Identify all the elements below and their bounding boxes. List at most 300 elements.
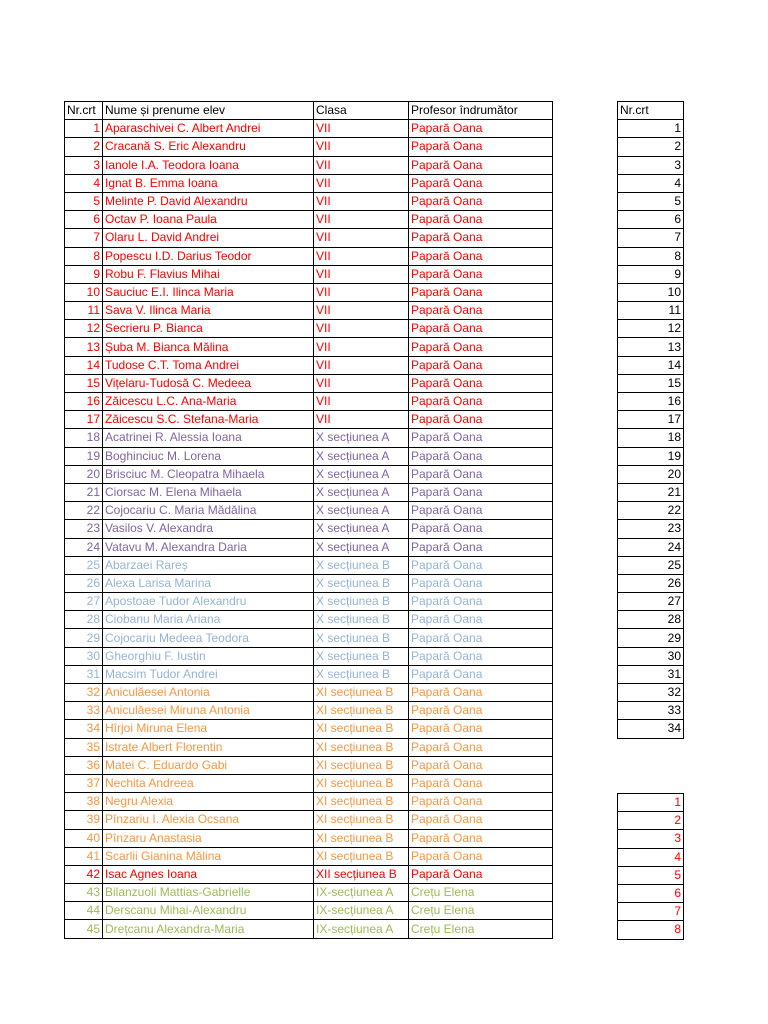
side-cell-nr[interactable]: 14 (618, 356, 684, 374)
table-row (65, 574, 553, 592)
cell-teacher[interactable]: Papară Oana (409, 429, 553, 447)
cell-teacher[interactable]: Papară Oana (409, 174, 553, 192)
cell-class[interactable]: VII (314, 411, 409, 429)
cell-teacher[interactable]: Papară Oana (409, 702, 553, 720)
table-row (65, 174, 553, 192)
table-row (65, 520, 553, 538)
cell-nr[interactable]: 35 (65, 738, 103, 756)
table-row (65, 283, 553, 301)
cell-class[interactable]: XI secțiunea B (314, 720, 409, 738)
side-row (618, 921, 684, 939)
cell-teacher[interactable]: Papară Oana (409, 629, 553, 647)
cell-teacher[interactable]: Papară Oana (409, 865, 553, 883)
side-cell-nr[interactable]: 2 (618, 138, 684, 156)
cell-student-name[interactable]: Matei C. Eduardo Gabi (103, 756, 314, 774)
cell-class[interactable]: VII (314, 265, 409, 283)
cell-teacher[interactable]: Papară Oana (409, 811, 553, 829)
cell-nr[interactable]: 3 (65, 156, 103, 174)
cell-teacher[interactable]: Papară Oana (409, 556, 553, 574)
cell-class[interactable]: XI secțiunea B (314, 774, 409, 792)
side-row (618, 283, 684, 301)
cell-teacher[interactable]: Papară Oana (409, 156, 553, 174)
cell-teacher[interactable]: Papară Oana (409, 120, 553, 138)
cell-nr[interactable]: 21 (65, 483, 103, 501)
side-cell-nr[interactable]: 25 (618, 556, 684, 574)
side-row (618, 903, 684, 921)
cell-class[interactable]: VII (314, 320, 409, 338)
table-row (65, 556, 553, 574)
side-row (618, 393, 684, 411)
side-row (618, 812, 684, 830)
cell-student-name[interactable]: Melinte P. David Alexandru (103, 192, 314, 210)
side-row (618, 665, 684, 683)
side-cell-nr[interactable]: 3 (618, 156, 684, 174)
cell-nr[interactable]: 1 (65, 120, 103, 138)
side-cell-nr[interactable]: 4 (618, 848, 684, 866)
cell-student-name[interactable]: Zăicescu S.C. Stefana-Maria (103, 411, 314, 429)
table-row (65, 247, 553, 265)
cell-nr[interactable]: 13 (65, 338, 103, 356)
cell-nr[interactable]: 33 (65, 702, 103, 720)
cell-teacher[interactable]: Papară Oana (409, 520, 553, 538)
cell-class[interactable]: VII (314, 229, 409, 247)
cell-class[interactable]: X secțiunea A (314, 465, 409, 483)
header-teacher[interactable]: Profesor îndrumător (409, 102, 553, 120)
cell-class[interactable]: VII (314, 192, 409, 210)
cell-student-name[interactable]: Brisciuc M. Cleopatra Mihaela (103, 465, 314, 483)
side-cell-nr[interactable]: 5 (618, 192, 684, 210)
header-name[interactable]: Nume și prenume elev (103, 102, 314, 120)
cell-student-name[interactable]: Olaru L. David Andrei (103, 229, 314, 247)
cell-class[interactable]: VII (314, 138, 409, 156)
cell-nr[interactable]: 29 (65, 629, 103, 647)
cell-student-name[interactable]: Aniculăesei Antonia (103, 684, 314, 702)
table-row (65, 702, 553, 720)
table-row (65, 156, 553, 174)
cell-nr[interactable]: 34 (65, 720, 103, 738)
cell-nr[interactable]: 43 (65, 884, 103, 902)
cell-student-name[interactable]: Isac Agnes Ioana (103, 865, 314, 883)
side-numbering-table (617, 101, 684, 739)
side-row (618, 556, 684, 574)
cell-student-name[interactable]: Sava V. Ilinca Maria (103, 302, 314, 320)
cell-nr[interactable]: 4 (65, 174, 103, 192)
cell-class[interactable]: X secțiunea B (314, 556, 409, 574)
side-row (618, 174, 684, 192)
cell-teacher[interactable]: Papară Oana (409, 338, 553, 356)
cell-class[interactable]: IX-secțiunea A (314, 920, 409, 938)
cell-teacher[interactable]: Papară Oana (409, 465, 553, 483)
side-cell-nr[interactable]: 27 (618, 593, 684, 611)
cell-class[interactable]: VII (314, 174, 409, 192)
table-row (65, 738, 553, 756)
side-row (618, 356, 684, 374)
header-nr[interactable]: Nr.crt (65, 102, 103, 120)
cell-nr[interactable]: 31 (65, 665, 103, 683)
cell-student-name[interactable]: Negru Alexia (103, 793, 314, 811)
cell-class[interactable]: XI secțiunea B (314, 811, 409, 829)
cell-nr[interactable]: 41 (65, 847, 103, 865)
cell-student-name[interactable]: Aniculăesei Miruna Antonia (103, 702, 314, 720)
side-cell-nr[interactable]: 20 (618, 465, 684, 483)
cell-teacher[interactable]: Papară Oana (409, 265, 553, 283)
side-row (618, 702, 684, 720)
cell-teacher[interactable]: Papară Oana (409, 774, 553, 792)
cell-nr[interactable]: 24 (65, 538, 103, 556)
cell-student-name[interactable]: Zăicescu L.C. Ana-Maria (103, 393, 314, 411)
cell-teacher[interactable]: Papară Oana (409, 611, 553, 629)
cell-class[interactable]: X secțiunea A (314, 520, 409, 538)
cell-student-name[interactable]: Aparaschivei C. Albert Andrei (103, 120, 314, 138)
cell-class[interactable]: XII secțiunea B (314, 865, 409, 883)
table-row (65, 447, 553, 465)
side-row (618, 265, 684, 283)
cell-student-name[interactable]: Pînzaru Anastasia (103, 829, 314, 847)
cell-class[interactable]: X secțiunea B (314, 593, 409, 611)
cell-nr[interactable]: 2 (65, 138, 103, 156)
side-cell-nr[interactable]: 29 (618, 629, 684, 647)
cell-teacher[interactable]: Papară Oana (409, 829, 553, 847)
cell-student-name[interactable]: Popescu I.D. Darius Teodor (103, 247, 314, 265)
cell-class[interactable]: VII (314, 120, 409, 138)
cell-nr[interactable]: 9 (65, 265, 103, 283)
cell-student-name[interactable]: Boghinciuc M. Lorena (103, 447, 314, 465)
cell-student-name[interactable]: Tudose C.T. Toma Andrei (103, 356, 314, 374)
table-row (65, 756, 553, 774)
side-cell-nr[interactable]: 16 (618, 393, 684, 411)
side-cell-nr[interactable]: 12 (618, 320, 684, 338)
cell-nr[interactable]: 18 (65, 429, 103, 447)
cell-teacher[interactable]: Papară Oana (409, 684, 553, 702)
cell-class[interactable]: XI secțiunea B (314, 847, 409, 865)
side-cell-nr[interactable]: 6 (618, 884, 684, 902)
side-cell-nr[interactable]: 8 (618, 247, 684, 265)
cell-nr[interactable]: 11 (65, 302, 103, 320)
cell-nr[interactable]: 19 (65, 447, 103, 465)
cell-student-name[interactable]: Sauciuc E.I. Ilinca Maria (103, 283, 314, 301)
cell-student-name[interactable]: Ciobanu Maria Ariana (103, 611, 314, 629)
side-cell-nr[interactable]: 1 (618, 120, 684, 138)
cell-class[interactable]: VII (314, 338, 409, 356)
side-cell-nr[interactable]: 1 (618, 794, 684, 812)
cell-teacher[interactable]: Crețu Elena (409, 920, 553, 938)
student-table (64, 101, 553, 939)
side-cell-nr[interactable]: 13 (618, 338, 684, 356)
cell-class[interactable]: VII (314, 156, 409, 174)
cell-class[interactable]: X secțiunea B (314, 665, 409, 683)
cell-class[interactable]: XI secțiunea B (314, 702, 409, 720)
side-cell-nr[interactable]: 4 (618, 174, 684, 192)
cell-student-name[interactable]: Macsim Tudor Andrei (103, 665, 314, 683)
cell-class[interactable]: X secțiunea B (314, 611, 409, 629)
cell-nr[interactable]: 15 (65, 374, 103, 392)
cell-teacher[interactable]: Papară Oana (409, 538, 553, 556)
side-cell-nr[interactable]: 28 (618, 611, 684, 629)
side-row (618, 593, 684, 611)
side-row (618, 247, 684, 265)
side-cell-nr[interactable]: 3 (618, 830, 684, 848)
cell-nr[interactable]: 23 (65, 520, 103, 538)
table-row (65, 611, 553, 629)
side-row (618, 320, 684, 338)
table-row (65, 265, 553, 283)
table-row (65, 320, 553, 338)
cell-student-name[interactable]: Cojocariu Medeea Teodora (103, 629, 314, 647)
table-row (65, 356, 553, 374)
cell-student-name[interactable]: Scarlii Gianina Mălina (103, 847, 314, 865)
cell-student-name[interactable]: Octav P. Ioana Paula (103, 211, 314, 229)
cell-student-name[interactable]: Ignat B. Emma Ioana (103, 174, 314, 192)
side-cell-nr[interactable]: 2 (618, 812, 684, 830)
cell-nr[interactable]: 7 (65, 229, 103, 247)
cell-student-name[interactable]: Robu F. Flavius Mihai (103, 265, 314, 283)
cell-teacher[interactable]: Papară Oana (409, 483, 553, 501)
side-row (618, 374, 684, 392)
cell-teacher[interactable]: Crețu Elena (409, 884, 553, 902)
cell-class[interactable]: VII (314, 356, 409, 374)
table-row (65, 829, 553, 847)
side-cell-nr[interactable]: 8 (618, 921, 684, 939)
table-row (65, 793, 553, 811)
cell-nr[interactable]: 39 (65, 811, 103, 829)
side-cell-nr[interactable]: 7 (618, 903, 684, 921)
cell-nr[interactable]: 42 (65, 865, 103, 883)
cell-class[interactable]: X secțiunea B (314, 574, 409, 592)
cell-student-name[interactable]: Șuba M. Bianca Mălina (103, 338, 314, 356)
cell-class[interactable]: XI secțiunea B (314, 684, 409, 702)
cell-student-name[interactable]: Hîrjoi Miruna Elena (103, 720, 314, 738)
cell-nr[interactable]: 12 (65, 320, 103, 338)
side-cell-nr[interactable]: 21 (618, 483, 684, 501)
cell-nr[interactable]: 10 (65, 283, 103, 301)
side-row (618, 192, 684, 210)
cell-student-name[interactable]: Abarzaei Rareș (103, 556, 314, 574)
cell-class[interactable]: X secțiunea A (314, 447, 409, 465)
cell-class[interactable]: XI secțiunea B (314, 756, 409, 774)
table-row (65, 884, 553, 902)
side-cell-nr[interactable]: 9 (618, 265, 684, 283)
side-row (618, 574, 684, 592)
side-header-nr[interactable]: Nr.crt (618, 102, 684, 120)
cell-student-name[interactable]: Istrate Albert Florentin (103, 738, 314, 756)
cell-teacher[interactable]: Crețu Elena (409, 902, 553, 920)
side-cell-nr[interactable]: 10 (618, 283, 684, 301)
cell-student-name[interactable]: Vatavu M. Alexandra Daria (103, 538, 314, 556)
cell-teacher[interactable]: Papară Oana (409, 374, 553, 392)
table-row (65, 393, 553, 411)
side-cell-nr[interactable]: 24 (618, 538, 684, 556)
cell-teacher[interactable]: Papară Oana (409, 138, 553, 156)
side-cell-nr[interactable]: 5 (618, 866, 684, 884)
cell-teacher[interactable]: Papară Oana (409, 574, 553, 592)
cell-class[interactable]: XI secțiunea B (314, 829, 409, 847)
cell-nr[interactable]: 14 (65, 356, 103, 374)
table-row (65, 192, 553, 210)
cell-student-name[interactable]: Pînzariu I. Alexia Ocsana (103, 811, 314, 829)
cell-teacher[interactable]: Papară Oana (409, 756, 553, 774)
cell-teacher[interactable]: Papară Oana (409, 793, 553, 811)
table-row (65, 847, 553, 865)
cell-teacher[interactable]: Papară Oana (409, 502, 553, 520)
side-cell-nr[interactable]: 17 (618, 411, 684, 429)
cell-nr[interactable]: 32 (65, 684, 103, 702)
table-row (65, 411, 553, 429)
cell-class[interactable]: X secțiunea A (314, 483, 409, 501)
cell-nr[interactable]: 17 (65, 411, 103, 429)
table-row (65, 211, 553, 229)
cell-student-name[interactable]: Vasilos V. Alexandra (103, 520, 314, 538)
cell-teacher[interactable]: Papară Oana (409, 320, 553, 338)
side-cell-nr[interactable]: 11 (618, 302, 684, 320)
cell-nr[interactable]: 44 (65, 902, 103, 920)
cell-teacher[interactable]: Papară Oana (409, 393, 553, 411)
cell-teacher[interactable]: Papară Oana (409, 447, 553, 465)
table-row (65, 774, 553, 792)
cell-teacher[interactable]: Papară Oana (409, 411, 553, 429)
side-row (618, 629, 684, 647)
table-row (65, 811, 553, 829)
cell-teacher[interactable]: Papară Oana (409, 283, 553, 301)
header-class[interactable]: Clasa (314, 102, 409, 120)
side-row (618, 848, 684, 866)
cell-student-name[interactable]: Cracană S. Eric Alexandru (103, 138, 314, 156)
cell-class[interactable]: X secțiunea A (314, 429, 409, 447)
cell-nr[interactable]: 26 (65, 574, 103, 592)
side-row (618, 520, 684, 538)
side-row (618, 830, 684, 848)
cell-nr[interactable]: 6 (65, 211, 103, 229)
cell-nr[interactable]: 37 (65, 774, 103, 792)
table-row (65, 229, 553, 247)
table-row (65, 902, 553, 920)
cell-class[interactable]: VII (314, 211, 409, 229)
cell-nr[interactable]: 20 (65, 465, 103, 483)
side-row (618, 502, 684, 520)
cell-teacher[interactable]: Papară Oana (409, 192, 553, 210)
side-cell-nr[interactable]: 31 (618, 665, 684, 683)
table-row (65, 302, 553, 320)
cell-teacher[interactable]: Papară Oana (409, 720, 553, 738)
cell-class[interactable]: XI secțiunea B (314, 738, 409, 756)
side-row (618, 138, 684, 156)
header-row (65, 102, 553, 120)
cell-teacher[interactable]: Papară Oana (409, 229, 553, 247)
cell-student-name[interactable]: Drețcanu Alexandra-Maria (103, 920, 314, 938)
cell-class[interactable]: VII (314, 283, 409, 301)
table-row (65, 865, 553, 883)
side-row (618, 229, 684, 247)
cell-teacher[interactable]: Papară Oana (409, 665, 553, 683)
side-row (618, 611, 684, 629)
table-row (65, 138, 553, 156)
cell-nr[interactable]: 16 (65, 393, 103, 411)
cell-teacher[interactable]: Papară Oana (409, 647, 553, 665)
cell-teacher[interactable]: Papară Oana (409, 302, 553, 320)
side-row (618, 211, 684, 229)
cell-nr[interactable]: 22 (65, 502, 103, 520)
cell-teacher[interactable]: Papară Oana (409, 738, 553, 756)
side-cell-nr[interactable]: 7 (618, 229, 684, 247)
cell-teacher[interactable]: Papară Oana (409, 847, 553, 865)
side-cell-nr[interactable]: 22 (618, 502, 684, 520)
cell-nr[interactable]: 27 (65, 593, 103, 611)
cell-student-name[interactable]: Acatrinei R. Alessia Ioana (103, 429, 314, 447)
cell-nr[interactable]: 45 (65, 920, 103, 938)
side-cell-nr[interactable]: 23 (618, 520, 684, 538)
side-cell-nr[interactable]: 34 (618, 720, 684, 738)
cell-student-name[interactable]: Secrieru P. Bianca (103, 320, 314, 338)
cell-student-name[interactable]: Apostoae Tudor Alexandru (103, 593, 314, 611)
side-cell-nr[interactable]: 33 (618, 702, 684, 720)
cell-class[interactable]: X secțiunea B (314, 647, 409, 665)
cell-nr[interactable]: 8 (65, 247, 103, 265)
cell-class[interactable]: X secțiunea A (314, 538, 409, 556)
side-row (618, 302, 684, 320)
side-row (618, 866, 684, 884)
side-cell-nr[interactable]: 18 (618, 429, 684, 447)
cell-class[interactable]: VII (314, 393, 409, 411)
table-row (65, 338, 553, 356)
cell-nr[interactable]: 25 (65, 556, 103, 574)
cell-class[interactable]: X secțiunea B (314, 629, 409, 647)
side-row (618, 538, 684, 556)
cell-student-name[interactable]: Alexa Larisa Marina (103, 574, 314, 592)
cell-student-name[interactable]: Gheorghiu F. Iustin (103, 647, 314, 665)
cell-student-name[interactable]: Bilanzuoli Mattias-Gabrielle (103, 884, 314, 902)
cell-student-name[interactable]: Derscanu Mihai-Alexandru (103, 902, 314, 920)
cell-class[interactable]: X secțiunea A (314, 502, 409, 520)
cell-class[interactable]: VII (314, 374, 409, 392)
cell-class[interactable]: IX-secțiunea A (314, 884, 409, 902)
cell-class[interactable]: VII (314, 302, 409, 320)
cell-teacher[interactable]: Papară Oana (409, 247, 553, 265)
side-cell-nr[interactable]: 30 (618, 647, 684, 665)
table-row (65, 665, 553, 683)
cell-nr[interactable]: 28 (65, 611, 103, 629)
cell-student-name[interactable]: Vițelaru-Tudosă C. Medeea (103, 374, 314, 392)
cell-class[interactable]: VII (314, 247, 409, 265)
side-cell-nr[interactable]: 32 (618, 684, 684, 702)
side-row (618, 429, 684, 447)
cell-student-name[interactable]: Nechita Andreea (103, 774, 314, 792)
side-row (618, 156, 684, 174)
cell-student-name[interactable]: Ciorsac M. Elena Mihaela (103, 483, 314, 501)
cell-student-name[interactable]: Ianole I.A. Teodora Ioana (103, 156, 314, 174)
table-row (65, 374, 553, 392)
table-row (65, 629, 553, 647)
cell-nr[interactable]: 40 (65, 829, 103, 847)
cell-teacher[interactable]: Papară Oana (409, 356, 553, 374)
cell-class[interactable]: XI secțiunea B (314, 793, 409, 811)
side-cell-nr[interactable]: 6 (618, 211, 684, 229)
cell-teacher[interactable]: Papară Oana (409, 593, 553, 611)
cell-nr[interactable]: 36 (65, 756, 103, 774)
table-row (65, 684, 553, 702)
side-cell-nr[interactable]: 26 (618, 574, 684, 592)
side-row (618, 720, 684, 738)
side-row (618, 338, 684, 356)
cell-nr[interactable]: 38 (65, 793, 103, 811)
cell-nr[interactable]: 30 (65, 647, 103, 665)
side-cell-nr[interactable]: 15 (618, 374, 684, 392)
side-row (618, 465, 684, 483)
table-row (65, 593, 553, 611)
cell-class[interactable]: IX-secțiunea A (314, 902, 409, 920)
cell-teacher[interactable]: Papară Oana (409, 211, 553, 229)
side-cell-nr[interactable]: 19 (618, 447, 684, 465)
cell-nr[interactable]: 5 (65, 192, 103, 210)
cell-student-name[interactable]: Cojocariu C. Maria Mădălina (103, 502, 314, 520)
